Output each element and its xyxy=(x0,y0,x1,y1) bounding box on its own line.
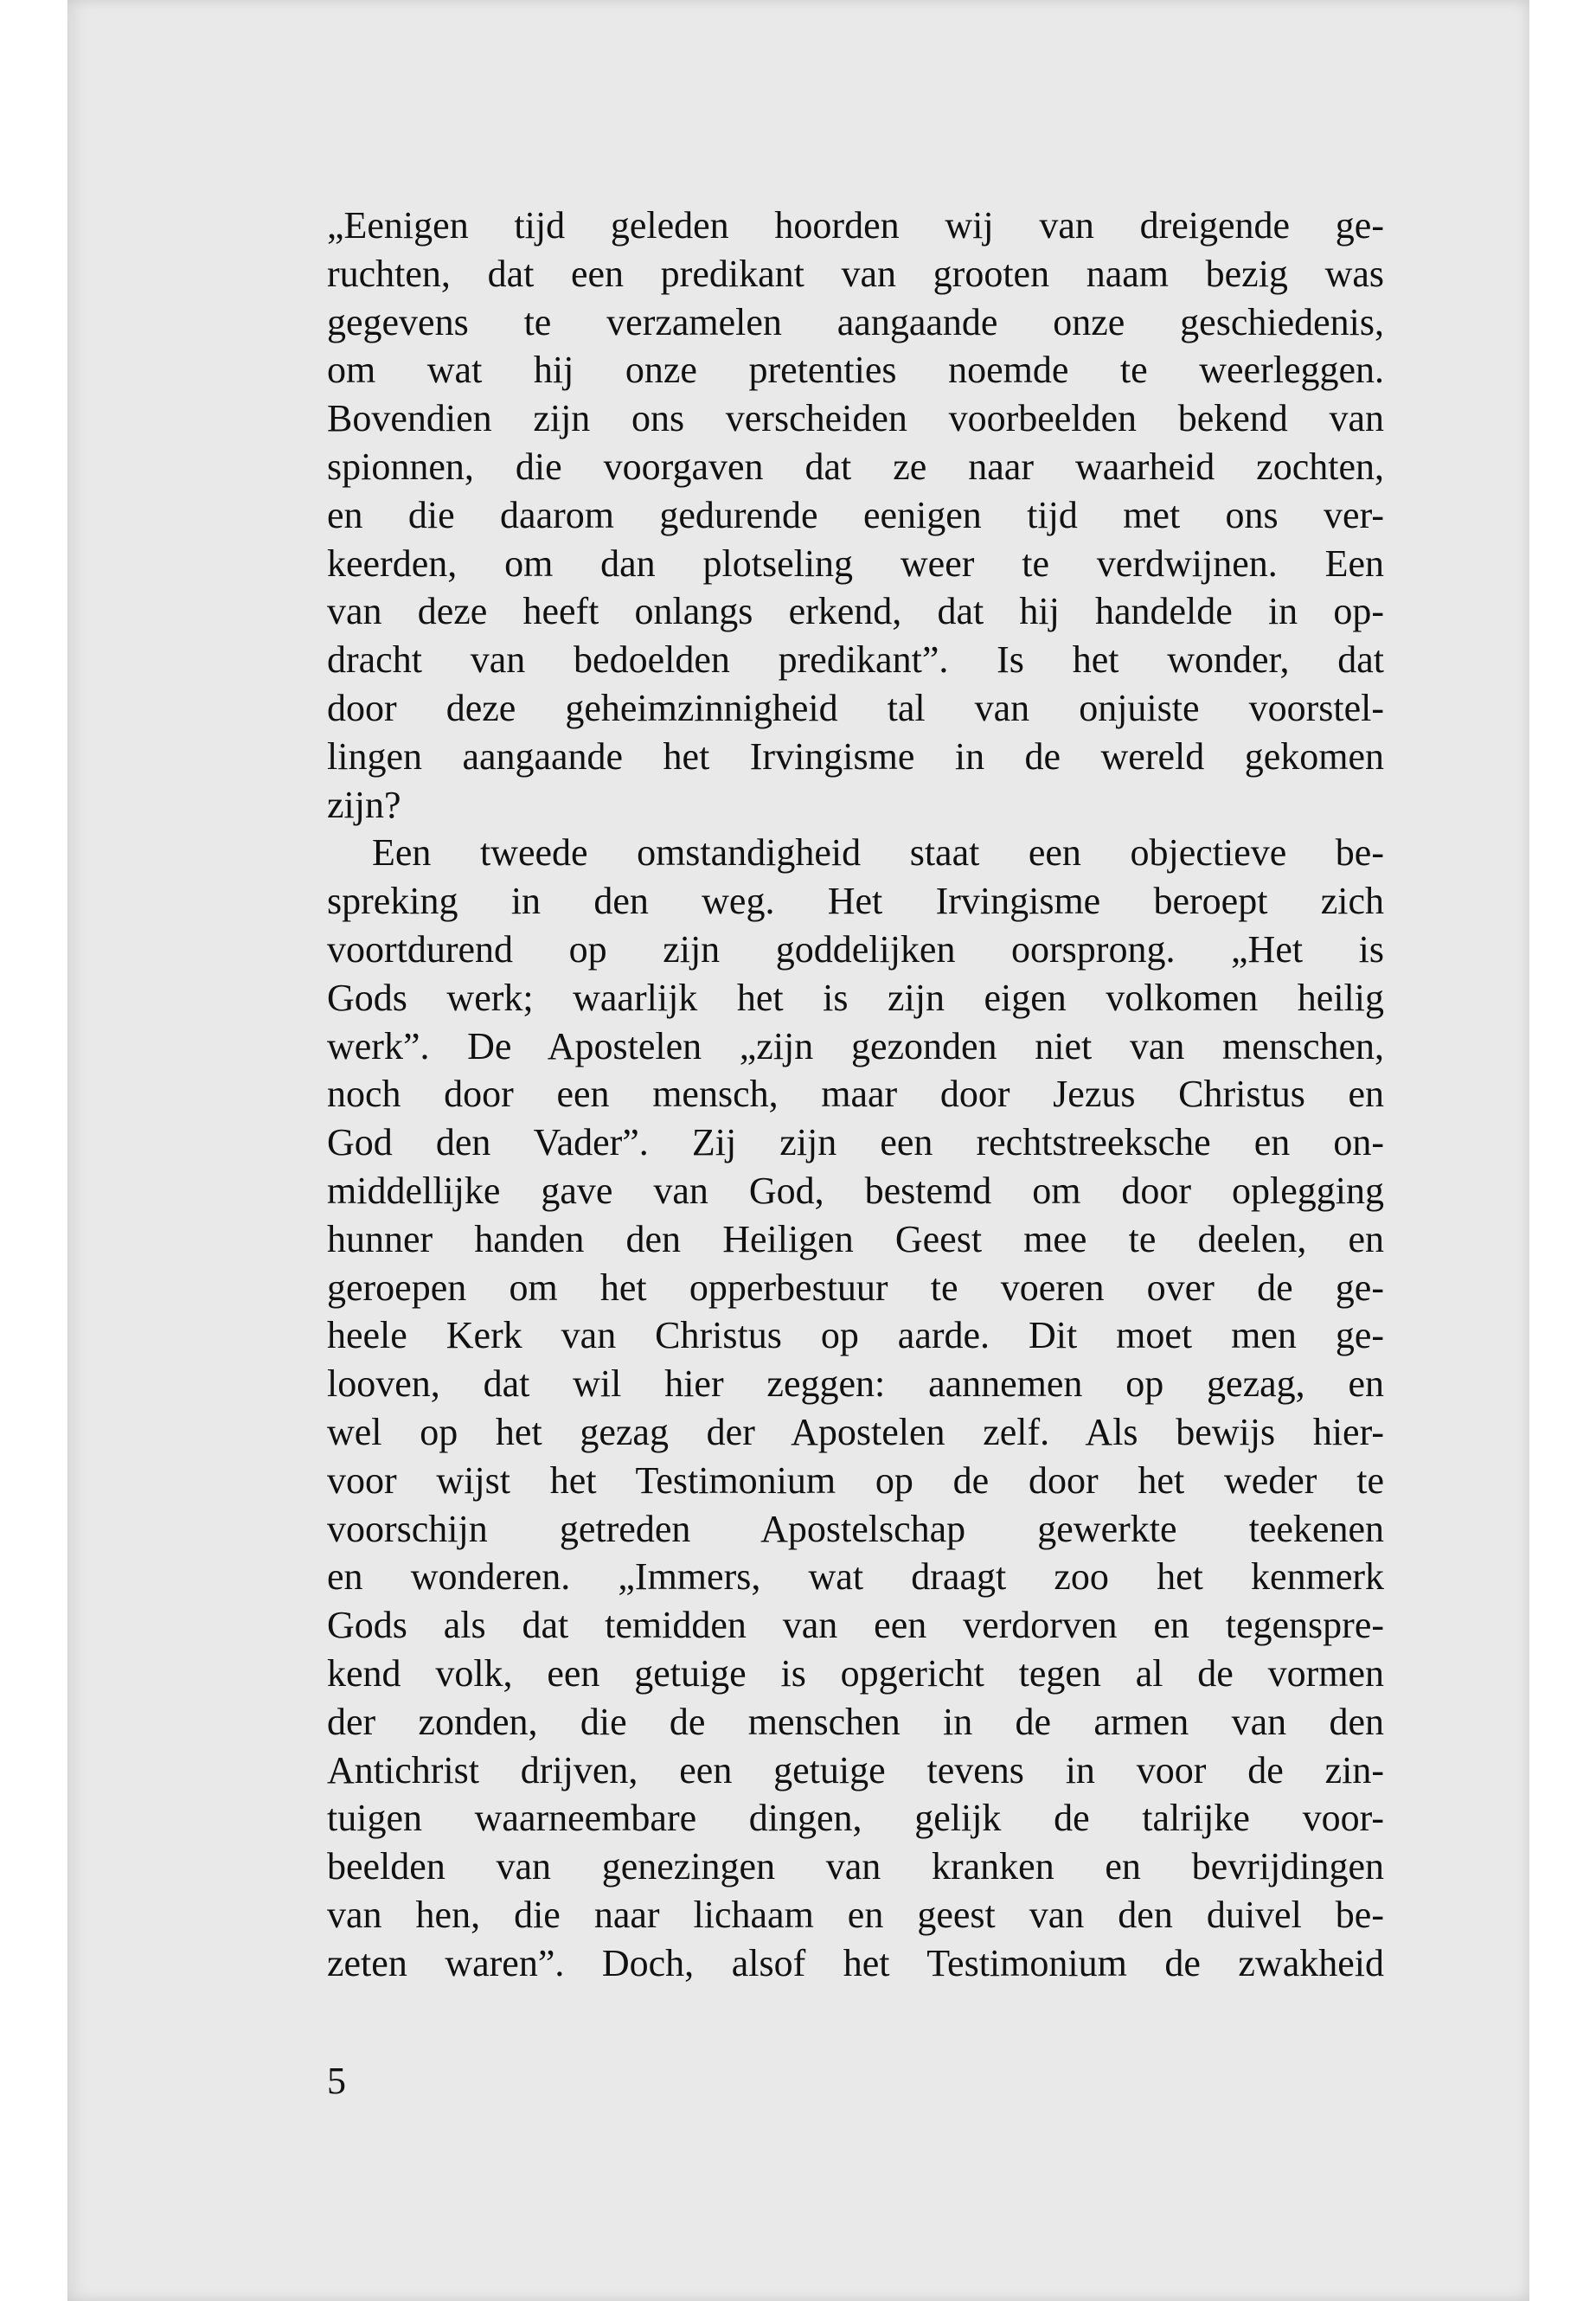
text-line: door deze geheimzinnigheid tal van onjuiste voorstel- xyxy=(327,686,1384,729)
text-line: spionnen, die voorgaven dat ze naar waarheid zochten, xyxy=(327,445,1384,488)
text-line: van deze heeft onlangs erkend, dat hij handelde in op- xyxy=(327,590,1384,633)
text-line: tuigen waarneembare dingen, gelijk de talrijke voor- xyxy=(327,1797,1384,1840)
text-line: ruchten, dat een predikant van grooten naam bezig was xyxy=(327,252,1384,295)
text-line: wel op het gezag der Apostelen zelf. Als bewijs hier- xyxy=(327,1410,1384,1453)
text-line: lingen aangaande het Irvingisme in de wereld gekomen xyxy=(327,734,1384,778)
text-line: om wat hij onze pretenties noemde te weerleggen. xyxy=(327,349,1384,392)
text-line: dracht van bedoelden predikant”. Is het wonder, dat xyxy=(327,638,1384,682)
paragraph-2 xyxy=(327,829,1384,1987)
text-line: heele Kerk van Christus op aarde. Dit moet men ge- xyxy=(327,1314,1384,1357)
text-line: kend volk, een getuige is opgericht tegen al de vormen xyxy=(327,1651,1384,1695)
text-line: werk”. De Apostelen „zijn gezonden niet van menschen, xyxy=(327,1024,1384,1067)
text-line: gegevens te verzamelen aangaande onze geschiedenis, xyxy=(327,300,1384,343)
paragraph-1 xyxy=(327,202,1384,829)
page-sheet xyxy=(67,0,1529,2301)
text-line: en wonderen. „Immers, wat draagt zoo het kenmerk xyxy=(327,1555,1384,1599)
text-line: noch door een mensch, maar door Jezus Christus en xyxy=(327,1073,1384,1116)
text-line: voor wijst het Testimonium op de door het weder te xyxy=(327,1458,1384,1502)
page-number: 5 xyxy=(327,2060,346,2102)
text-line: beelden van genezingen van kranken en bevrijdingen xyxy=(327,1845,1384,1888)
body-text xyxy=(327,202,1384,1987)
text-line: hunner handen den Heiligen Geest mee te deelen, en xyxy=(327,1217,1384,1260)
text-line: middellijke gave van God, bestemd om door oplegging xyxy=(327,1169,1384,1212)
text-line: Een tweede omstandigheid staat een objectieve be- xyxy=(372,831,1384,875)
text-line: Gods werk; waarlijk het is zijn eigen volkomen heilig xyxy=(327,976,1384,1019)
text-line: van hen, die naar lichaam en geest van den duivel be- xyxy=(327,1893,1384,1936)
text-line: Antichrist drijven, een getuige tevens in voor de zin- xyxy=(327,1748,1384,1791)
text-line: voorschijn getreden Apostelschap gewerkte teekenen xyxy=(327,1507,1384,1550)
text-line: zijn? xyxy=(327,783,401,826)
text-line: Bovendien zijn ons verscheiden voorbeelden bekend van xyxy=(327,397,1384,440)
text-line: looven, dat wil hier zeggen: aannemen op gezag, en xyxy=(327,1362,1384,1406)
text-line: Gods als dat temidden van een verdorven en tegenspre- xyxy=(327,1604,1384,1647)
text-line: der zonden, die de menschen in de armen van den xyxy=(327,1700,1384,1743)
text-line: keerden, om dan plotseling weer te verdwijnen. Een xyxy=(327,542,1384,585)
text-line: en die daarom gedurende eenigen tijd met ons ver- xyxy=(327,493,1384,536)
text-line: spreking in den weg. Het Irvingisme beroept zich xyxy=(327,880,1384,923)
text-line: God den Vader”. Zij zijn een rechtstreeksche en on- xyxy=(327,1121,1384,1164)
text-line: zeten waren”. Doch, alsof het Testimonium de zwakheid xyxy=(327,1941,1384,1984)
text-line: voortdurend op zijn goddelijken oorsprong. „Het is xyxy=(327,927,1384,971)
text-line: geroepen om het opperbestuur te voeren over de ge- xyxy=(327,1266,1384,1309)
text-line: „Eenigen tijd geleden hoorden wij van dreigende ge- xyxy=(327,204,1384,247)
